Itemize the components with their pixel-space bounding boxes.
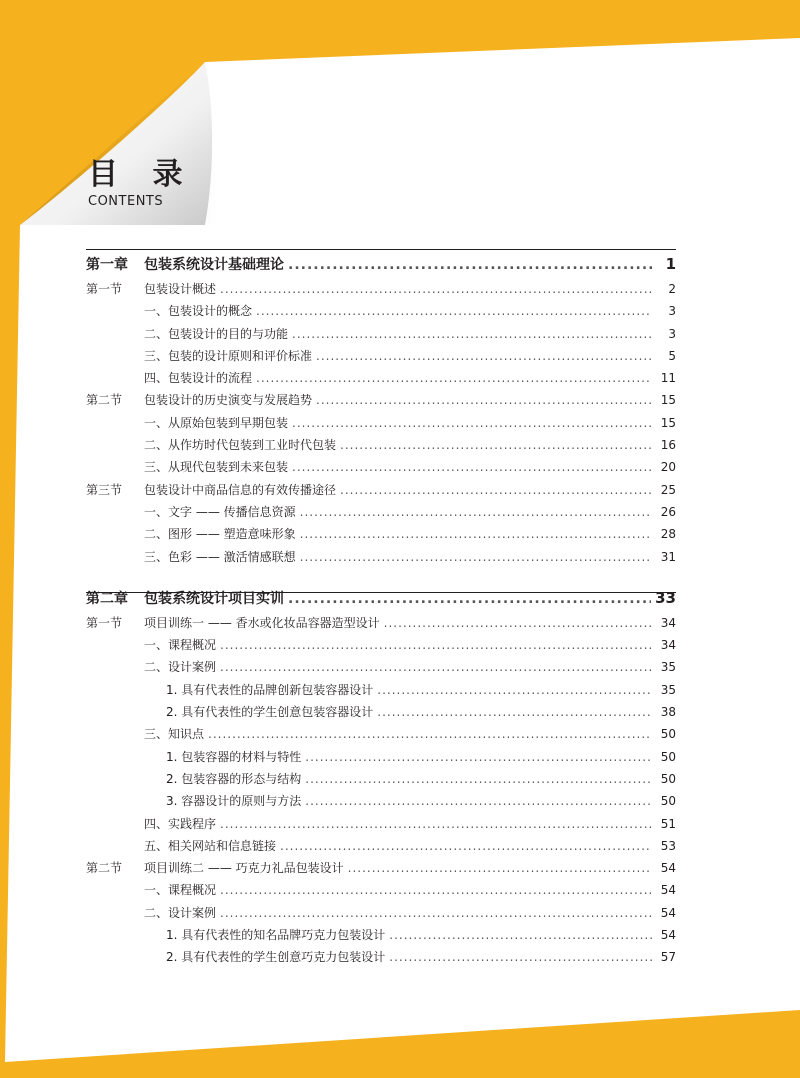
- toc-item-entry[interactable]: [86, 835, 676, 857]
- item-title: 2. 具有代表性的学生创意巧克力包装设计: [166, 950, 386, 965]
- toc-item-entry[interactable]: [86, 879, 676, 901]
- page-number: 15: [660, 393, 676, 408]
- section-label: 第二节: [86, 393, 123, 408]
- dot-leader: [377, 679, 652, 701]
- item-title: 五、相关网站和信息链接: [144, 838, 277, 853]
- dot-leader: [220, 879, 652, 901]
- item-title: 二、图形 —— 塑造意味形象: [144, 527, 296, 542]
- chapter-label: 第二章: [86, 590, 128, 607]
- page-number: 16: [660, 438, 676, 453]
- page-number: 54: [660, 928, 676, 943]
- page-subtitle: CONTENTS: [88, 194, 164, 209]
- page-number: 1: [665, 255, 676, 273]
- section-label: 第一节: [86, 615, 123, 630]
- chapter-label: 第一章: [86, 257, 128, 273]
- item-title: 一、课程概况: [144, 638, 217, 653]
- item-title: 三、知识点: [144, 727, 205, 742]
- toc-section-entry[interactable]: [86, 479, 676, 501]
- dot-leader: [389, 946, 652, 968]
- section-title: 包装设计中商品信息的有效传播途径: [144, 482, 337, 497]
- item-title: 1. 包装容器的材料与特性: [166, 749, 302, 764]
- page-number: 35: [660, 682, 676, 697]
- item-title: 二、设计案例: [144, 660, 217, 675]
- item-title: 四、包装设计的流程: [144, 371, 253, 386]
- toc-chapter-entry[interactable]: [86, 584, 676, 612]
- page-number: 31: [660, 549, 676, 564]
- toc-item-entry[interactable]: [86, 501, 676, 523]
- item-title: 3. 容器设计的原则与方法: [166, 794, 302, 809]
- toc-chapter-entry[interactable]: [86, 250, 676, 278]
- dot-leader: [288, 251, 652, 279]
- item-title: 2. 包装容器的形态与结构: [166, 771, 302, 786]
- chapter-title: 包装系统设计项目实训: [144, 590, 284, 607]
- toc-item-entry[interactable]: [86, 701, 676, 723]
- toc-item-entry[interactable]: [86, 367, 676, 389]
- item-title: 1. 具有代表性的知名品牌巧克力包装设计: [166, 928, 386, 943]
- page-number: 3: [668, 304, 676, 319]
- dot-leader: [220, 634, 652, 656]
- item-title: 三、从现代包装到未来包装: [144, 460, 289, 475]
- toc-item-entry[interactable]: [86, 546, 676, 568]
- dot-leader: [256, 367, 652, 389]
- toc-item-entry[interactable]: [86, 523, 676, 545]
- dot-leader: [389, 924, 652, 946]
- section-title: 项目训练一 —— 香水或化妆品容器造型设计: [144, 615, 380, 630]
- toc-item-entry[interactable]: [86, 790, 676, 812]
- toc-item-entry[interactable]: [86, 323, 676, 345]
- dot-leader: [220, 902, 652, 924]
- page-number: 51: [660, 816, 676, 831]
- item-title: 二、包装设计的目的与功能: [144, 326, 289, 341]
- chapter-title: 包装系统设计基础理论: [144, 257, 284, 273]
- page-number: 54: [660, 883, 676, 898]
- page-number: 50: [660, 794, 676, 809]
- section-title: 包装设计概述: [144, 282, 217, 296]
- toc-item-entry[interactable]: [86, 924, 676, 946]
- dot-leader: [280, 835, 652, 857]
- item-title: 三、包装的设计原则和评价标准: [144, 348, 313, 363]
- dot-leader: [316, 389, 652, 411]
- item-title: 二、设计案例: [144, 905, 217, 920]
- page-number: 50: [660, 771, 676, 786]
- toc-item-entry[interactable]: [86, 723, 676, 745]
- dot-leader: [377, 701, 652, 723]
- dot-leader: [300, 501, 652, 523]
- page-number: 54: [660, 905, 676, 920]
- page-number: 11: [660, 371, 676, 386]
- section-title: 项目训练二 —— 巧克力礼品包装设计: [144, 861, 344, 876]
- page-number: 15: [660, 415, 676, 430]
- section-label: 第三节: [86, 482, 123, 497]
- page-number: 33: [655, 588, 676, 607]
- section-title: 包装设计的历史演变与发展趋势: [144, 393, 313, 408]
- page-number: 25: [660, 482, 676, 497]
- page-number: 57: [660, 950, 676, 965]
- toc-section-entry[interactable]: [86, 857, 676, 879]
- dot-leader: [384, 612, 652, 634]
- dot-leader: [300, 546, 652, 568]
- page-number: 35: [660, 660, 676, 675]
- dot-leader: [292, 323, 652, 345]
- page-number: 34: [660, 638, 676, 653]
- toc-item-entry[interactable]: [86, 902, 676, 924]
- toc-item-entry[interactable]: [86, 656, 676, 678]
- toc-item-entry[interactable]: [86, 768, 676, 790]
- item-title: 一、包装设计的概念: [144, 304, 253, 319]
- dot-leader: [316, 345, 652, 367]
- page-number: 26: [660, 504, 676, 519]
- toc-header: [88, 158, 194, 210]
- toc-item-entry[interactable]: [86, 813, 676, 835]
- toc-item-entry[interactable]: [86, 434, 676, 456]
- toc-section-entry[interactable]: [86, 389, 676, 411]
- page-title: 目 录: [88, 157, 195, 192]
- item-title: 一、文字 —— 传播信息资源: [144, 504, 296, 519]
- item-title: 四、实践程序: [144, 816, 217, 831]
- section-label: 第二节: [86, 861, 123, 876]
- dot-leader: [292, 412, 652, 434]
- dot-leader: [208, 723, 652, 745]
- item-title: 一、课程概况: [144, 883, 217, 898]
- item-title: 2. 具有代表性的学生创意包装容器设计: [166, 705, 374, 720]
- dot-leader: [220, 656, 652, 678]
- page-number: 50: [660, 749, 676, 764]
- page-number: 54: [660, 861, 676, 876]
- dot-leader: [340, 434, 652, 456]
- item-title: 1. 具有代表性的品牌创新包装容器设计: [166, 682, 374, 697]
- page-number: 5: [668, 348, 676, 363]
- toc-item-entry[interactable]: [86, 300, 676, 322]
- dot-leader: [305, 746, 652, 768]
- page-number: 53: [660, 838, 676, 853]
- item-title: 三、色彩 —— 激活情感联想: [144, 549, 296, 564]
- page-number: 28: [660, 527, 676, 542]
- dot-leader: [220, 278, 652, 300]
- section-label: 第一节: [86, 282, 123, 296]
- dot-leader: [305, 790, 652, 812]
- toc-item-entry[interactable]: [86, 946, 676, 968]
- item-title: 一、从原始包装到早期包装: [144, 415, 289, 430]
- dot-leader: [256, 300, 652, 322]
- dot-leader: [288, 585, 651, 613]
- dot-leader: [305, 768, 652, 790]
- dot-leader: [348, 857, 652, 879]
- toc-item-entry[interactable]: [86, 679, 676, 701]
- page-number: 38: [660, 705, 676, 720]
- dot-leader: [220, 813, 652, 835]
- toc-section-entry[interactable]: [86, 612, 676, 634]
- dot-leader: [292, 456, 652, 478]
- page-number: 34: [660, 615, 676, 630]
- dot-leader: [340, 479, 652, 501]
- toc-item-entry[interactable]: [86, 634, 676, 656]
- toc-item-entry[interactable]: [86, 456, 676, 478]
- toc-item-entry[interactable]: [86, 412, 676, 434]
- table-of-contents: [86, 250, 676, 969]
- item-title: 二、从作坊时代包装到工业时代包装: [144, 438, 337, 453]
- page-number: 2: [668, 282, 676, 296]
- toc-item-entry[interactable]: [86, 746, 676, 768]
- page-number: 50: [660, 727, 676, 742]
- page-number: 3: [668, 326, 676, 341]
- page-number: 20: [660, 460, 676, 475]
- toc-section-entry[interactable]: [86, 278, 676, 300]
- dot-leader: [300, 523, 652, 545]
- toc-item-entry[interactable]: [86, 345, 676, 367]
